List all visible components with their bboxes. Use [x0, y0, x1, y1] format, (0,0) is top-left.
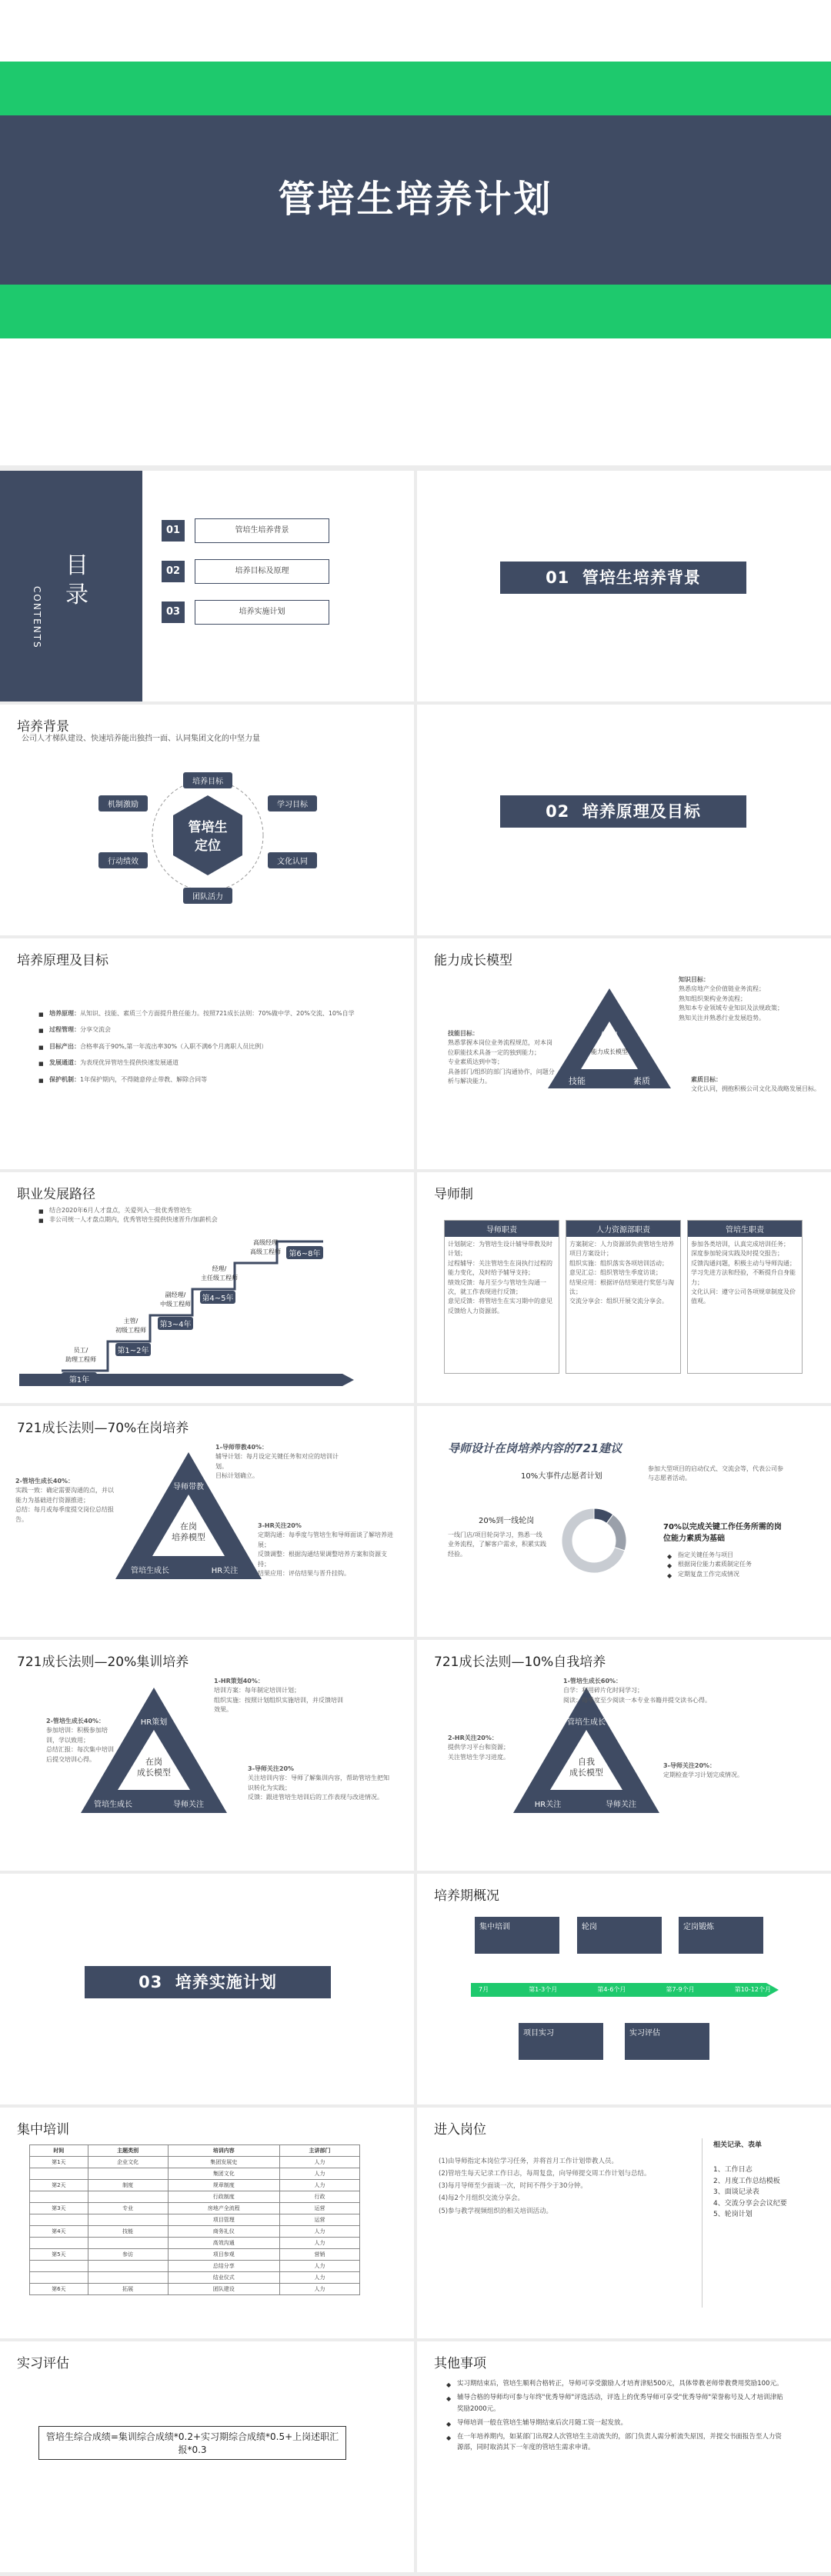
table-cell: [88, 2191, 168, 2203]
law10-corner-top: 管培生成长: [567, 1718, 606, 1727]
skill-goal: 技能目标： 熟悉掌握本岗位业务流程规范，对本岗位职能技术具备一定的独到能力； 专业素质达到中等； 具备部门/组织的部门沟通协作，问题分析与解决能力。: [448, 1030, 555, 1085]
node-culture: 文化认同: [268, 852, 317, 868]
law10-corner-right: 导师关注: [606, 1801, 636, 1809]
table-cell: 房地产全流程: [168, 2203, 280, 2214]
mentor-col-3-list: 参加各类培训，认真完成培训任务； 深度参加轮岗实践及时提交报告； 反馈沟通问题，积极主动与导师沟通； 学习先进方法和经验，不断提升自身能力； 文化认同：遵守公司各项规章制度及价值观。: [691, 1241, 796, 1305]
law70-corner-right: HR关注: [211, 1567, 239, 1575]
step-4-role: 经理/ 主任级工程师: [201, 1265, 238, 1282]
training-table: [29, 2144, 360, 2295]
principle-title: 培养原理及目标: [17, 953, 108, 968]
principle-item-4: ■ 发展通道：为表现优异管培生提供快速发展通道: [38, 1058, 392, 1068]
step-2-year: 第1~2年: [115, 1343, 151, 1356]
onboard-list: (1)由导师指定本岗位学习任务，并将首月工作计划带教人员。 (2)管培生每天记录工作日志，每周复盘，向导师提交周工作计划与总结。 (3)每月导师至少面谈一次，时间不得少于30分钟。 (4)每2个月组织交流分享会。 (5)参与教学视频组织的相关培训活动。: [439, 2158, 651, 2215]
node-training-goal: 培养目标: [183, 772, 232, 788]
step-1-year: 第1年: [62, 1372, 97, 1385]
others-item-3: ◆ 导师培训一般在管培生辅导期结束后次月随工资一起发放。: [446, 2418, 785, 2429]
table-cell: 人力: [280, 2226, 360, 2238]
table-cell: 规章制度: [168, 2180, 280, 2191]
table-cell: 制度: [88, 2180, 168, 2191]
career-slide: [0, 1172, 414, 1403]
law70-b: 2-管培生成长40%： 实践一致：确定需要沟通的点，并以能力为基础进行资源推进； 总结：每月或每季度提交岗位总结报告。: [15, 1478, 114, 1523]
table-cell: [88, 2261, 168, 2272]
table-cell: [88, 2168, 168, 2180]
law20-title: 721成长法则—20%集训培养: [17, 1655, 189, 1670]
toc-slide: [0, 471, 414, 701]
node-incentive: 机制激励: [98, 795, 148, 811]
table-row: [30, 2272, 360, 2284]
law20-center: 在岗 成长模型: [137, 1757, 171, 1778]
positioning-center: 管培生 定位: [188, 820, 228, 854]
mentor-col-1-list: 计划制定：为管培生设计辅导带教及时计划； 过程辅导：关注管培生在岗执行过程的能力变化，及时给予辅导支持； 绩效反馈：每月至少与管培生沟通一次，就工作表现进行反馈； 意见反馈：将管培生在实习期中的意见反馈给人力资源部。: [448, 1241, 552, 1315]
law70-corner-left: 管培生成长: [131, 1567, 169, 1575]
node-learning-goal: 学习目标: [268, 795, 317, 811]
mentor-col-2-head: 人力资源部职责: [566, 1221, 680, 1237]
section-03-slide: [0, 1874, 414, 2104]
timeline-labels: 7月 第1-3个月 第4-6个月 第7-9个月 第10-12个月: [479, 1986, 771, 1993]
table-row: [30, 2157, 360, 2168]
step-4-year: 第4~5年: [200, 1291, 235, 1304]
mentor-title: 导师制: [434, 1187, 473, 1202]
others-item-2: ◆ 辅导合格的导师均可参与年终"优秀导师"评选活动，评选上的优秀导师可享受"优秀导师"荣誉称号及人才培训津贴奖励2000元。: [446, 2392, 785, 2415]
table-cell: [88, 2238, 168, 2249]
law10-title: 721成长法则—10%自我培养: [434, 1655, 606, 1670]
table-cell: 人力: [280, 2261, 360, 2272]
step-5-year: 第6~8年: [286, 1246, 323, 1259]
law70-title: 721成长法则—70%在岗培养: [17, 1421, 189, 1436]
career-staircase: [0, 1172, 414, 1403]
section-03-label: 培养实施计划: [175, 1973, 277, 1991]
principle-item-2: ■ 过程管理：分享交流会: [38, 1025, 392, 1035]
table-cell: 参访: [88, 2249, 168, 2261]
mentor-col-3: [687, 1220, 803, 1374]
ability-center: 能力成长模型: [591, 1048, 628, 1055]
ring-label-20: 20%到一线轮岗: [479, 1517, 535, 1525]
table-cell: 人力: [280, 2180, 360, 2191]
node-team: 团队活力: [183, 888, 232, 904]
cover-top-band: [0, 62, 831, 115]
table-cell: 第4天: [30, 2226, 88, 2238]
law10-b: 2-HR关注20%： 提供学习平台和资源； 关注管培生学习进度。: [448, 1735, 509, 1761]
table-cell: 技能: [88, 2226, 168, 2238]
overview-slide: [417, 1874, 831, 2104]
cover-bottom-band: [0, 285, 831, 338]
table-cell: 项目管理: [168, 2214, 280, 2226]
law70-corner-top: 导师带教: [173, 1483, 204, 1491]
knowledge-goal: 知识目标： 熟悉房地产全价值链业务流程； 熟知组织架构业务流程； 熟知本专业领域专业知识及法规政策； 熟知关注并熟悉行业发展趋势。: [679, 976, 783, 1021]
career-note-1: ■ 结合2020年6月人才盘点，关爱列入一批优秀管培生: [38, 1206, 218, 1215]
toc-label-3: 培养实施计划: [195, 600, 329, 625]
section-03-banner: [85, 1966, 331, 1998]
law70-slide: [0, 1406, 414, 1637]
table-cell: 第2天: [30, 2180, 88, 2191]
table-cell: 团队建设: [168, 2284, 280, 2295]
toc-vertical-en: CONTENTS: [32, 586, 42, 649]
table-cell: 集团发展史: [168, 2157, 280, 2168]
section-03-num: 03: [138, 1973, 163, 1991]
mentor-col-1: [444, 1220, 559, 1374]
table-cell: 人力: [280, 2238, 360, 2249]
table-cell: 人力: [280, 2157, 360, 2168]
principle-item-5: ■ 保护机制：1年保护期内，不得随意停止带教、解除合同等: [38, 1075, 392, 1085]
toc-label-2: 培养目标及原理: [195, 559, 329, 584]
law10-c: 3-导师关注20%： 定期检查学习计划完成情况。: [663, 1762, 743, 1779]
table-cell: 项目参观: [168, 2249, 280, 2261]
table-cell: 运营: [280, 2214, 360, 2226]
toc-vertical-cn: [65, 552, 88, 610]
table-cell: [88, 2272, 168, 2284]
section-01-num: 01: [546, 568, 570, 587]
table-cell: [30, 2214, 88, 2226]
law20-corner-right: 导师关注: [173, 1801, 204, 1809]
table-cell: 人力: [280, 2168, 360, 2180]
mentor721-title: 导师设计在岗培养内容的721建议: [448, 1441, 622, 1455]
table-cell: 集团文化: [168, 2168, 280, 2180]
law20-corner-left: 管培生成长: [94, 1801, 132, 1809]
background-title: 培养背景: [17, 719, 69, 735]
evaluation-formula: 管培生综合成绩=集训综合成绩*0.2+实习期综合成绩*0.5+上岗述职汇报*0.3: [38, 2426, 346, 2460]
phase-rotation: 轮岗: [577, 1917, 662, 1954]
section-01-banner: [500, 562, 746, 594]
principle-slide: [0, 938, 414, 1169]
table-cell: [30, 2191, 88, 2203]
career-title: 职业发展路径: [17, 1187, 95, 1202]
principle-list: [38, 1009, 392, 1091]
law20-b: 2-管培生成长40%： 参加培训：积极参加培训，学以致用； 总结汇报：每次集中培训后提交培训心得。: [46, 1718, 114, 1763]
law20-c: 3-导师关注20% 关注培训内容：导师了解集训内容，帮助管培生把知识转化为实践； 反馈：跟进管培生培训后的工作表现与改进情况。: [248, 1765, 389, 1801]
table-cell: 营销: [280, 2249, 360, 2261]
step-2-role: 主管/ 初级工程师: [115, 1318, 146, 1335]
quality-goal: 素质目标： 文化认同，拥抱积极公司文化及战略发展目标。: [691, 1076, 820, 1093]
node-performance: 行动绩效: [98, 852, 148, 868]
onboard-slide: [417, 2108, 831, 2338]
mentor-col-1-head: 导师职责: [445, 1221, 559, 1237]
table-cell: 第3天: [30, 2203, 88, 2214]
section-01-slide: [417, 471, 831, 701]
others-title: 其他事项: [434, 2356, 486, 2371]
table-cell: 行政制度: [168, 2191, 280, 2203]
section-01-label: 管培生培养背景: [582, 568, 701, 587]
tri-quality: 素质: [633, 1076, 650, 1086]
table-cell: [88, 2214, 168, 2226]
table-cell: [30, 2272, 88, 2284]
table-cell: 企业文化: [88, 2157, 168, 2168]
tri-skill: 技能: [569, 1076, 586, 1086]
law20-slide: [0, 1640, 414, 1871]
training-slide: [0, 2108, 414, 2338]
table-row: [30, 2203, 360, 2214]
step-5-role: 高级经理 高级工程师: [250, 1239, 281, 1256]
onboard-divider: [702, 2138, 703, 2308]
table-cell: 专业: [88, 2203, 168, 2214]
training-title: 集中培训: [17, 2122, 69, 2138]
ring-note-top: 参加大型项目的启动仪式、交流会等，代表公司参与志愿者活动。: [648, 1465, 783, 1482]
phase-internship: 项目实习: [519, 2023, 603, 2060]
table-cell: 第5天: [30, 2249, 88, 2261]
background-subtitle: 公司人才梯队建设、快速培养能出独挡一面、认同集团文化的中坚力量: [22, 735, 260, 743]
toc-label-1: 管培生培养背景: [195, 518, 329, 543]
table-cell: 人力: [280, 2284, 360, 2295]
others-item-4: ◆ 在一年培养期内，如某部门出现2人次管培生主动流失的，部门负责人需分析流失原因，并提交书面报告至人力资源部，同时取消其下一年度的管培生需求申请。: [446, 2431, 785, 2454]
table-row: [30, 2180, 360, 2191]
ability-title: 能力成长模型: [434, 953, 512, 968]
law10-corner-left: HR关注: [534, 1801, 562, 1809]
toc-num-3: 03: [162, 602, 185, 623]
ring-label-70: 70%以完成关键工作任务所需的岗位能力素质为基础: [663, 1523, 782, 1543]
section-02-label: 培养原理及目标: [582, 802, 701, 821]
toc-num-2: 02: [162, 561, 185, 582]
principle-item-3: ■ 目标产出：合格率高于90%,第一年流出率30%（入职不满6个月离职人员比例）: [38, 1042, 392, 1051]
table-cell: 人力: [280, 2272, 360, 2284]
training-table-header: 时间 主题类别 培训内容 主讲部门: [30, 2145, 360, 2157]
law10-slide: [417, 1640, 831, 1871]
table-cell: 高效沟通: [168, 2238, 280, 2249]
table-row: [30, 2214, 360, 2226]
toc-cn-text: 目录: [65, 552, 88, 608]
ring-label-10: 10%大事件/志愿者计划: [521, 1472, 602, 1481]
onboard-side: 相关记录、表单 1、工作日志 2、月度工作总结模板 3、面谈记录表 4、交流分享会会议纪要 5、轮岗计划: [713, 2141, 787, 2218]
phase-assessment: 实习评估: [625, 2023, 709, 2060]
career-note-2: ■ 非公司统一人才盘点期内，优秀管培生提供快速晋升/加薪机会: [38, 1215, 218, 1225]
table-row: [30, 2284, 360, 2295]
section-02-num: 02: [546, 802, 570, 821]
law20-a: 1-HR策划40%： 培训方案：每年制定培训计划； 组织实施：按照计划组织实施培训，并反馈培训效果。: [214, 1678, 343, 1714]
table-cell: 总结分享: [168, 2261, 280, 2272]
law20-corner-top: HR策划: [140, 1718, 168, 1727]
table-cell: 行政: [280, 2191, 360, 2203]
mentor721-slide: [417, 1406, 831, 1637]
tri-knowledge: 知识: [601, 1031, 618, 1041]
table-row: [30, 2238, 360, 2249]
mentor-col-3-head: 管培生职责: [688, 1221, 802, 1237]
phase-fixed-post: 定岗锻炼: [679, 1917, 763, 1954]
table-row: [30, 2249, 360, 2261]
table-cell: 第1天: [30, 2157, 88, 2168]
background-slide: [0, 705, 414, 935]
table-cell: [30, 2261, 88, 2272]
others-list: [446, 2378, 785, 2456]
overview-title: 培养期概况: [434, 1888, 499, 1904]
step-3-role: 副经理/ 中级工程师: [160, 1291, 191, 1308]
others-slide: [417, 2341, 831, 2572]
table-row: [30, 2261, 360, 2272]
table-row: [30, 2191, 360, 2203]
table-cell: 结业仪式: [168, 2272, 280, 2284]
section-02-banner: [500, 795, 746, 828]
law10-a: 1-管培生成长60%： 自学：利用碎片化时间学习； 阅读：每季度至少阅读一本专业书籍并提交读书心得。: [563, 1678, 711, 1704]
mentor-col-2-list: 方案制定：人力资源部负责管培生培养项目方案设计； 组织实施：组织落实各项培训活动； 意见汇总：组织管培生季度访谈； 结果应用：根据评估结果进行奖惩与淘汰； 交流分享会：组织开展交流分享会。: [569, 1241, 674, 1305]
table-cell: 第6天: [30, 2284, 88, 2295]
ring-segment: [606, 1515, 626, 1551]
law70-center: 在岗 培养模型: [172, 1521, 205, 1542]
table-row: [30, 2168, 360, 2180]
ring-note-right: ◆ 指定关键任务与项目 ◆ 根据岗位能力素质制定任务 ◆ 定期复盘工作完成情况: [667, 1551, 798, 1579]
cover-title: 管培生培养计划: [278, 178, 553, 221]
others-item-1: ◆ 实习期结束后，管培生顺利合格转正，导师可享受激励人才培育津贴500元，具体带教老师带教费用奖励100元。: [446, 2378, 785, 2390]
toc-num-1: 01: [162, 520, 185, 542]
mentor-col-2: [566, 1220, 681, 1374]
mentor-slide: [417, 1172, 831, 1403]
table-cell: 运营: [280, 2203, 360, 2214]
law10-center: 自我 成长模型: [569, 1757, 603, 1778]
table-cell: [30, 2238, 88, 2249]
cover-slide: [0, 0, 831, 465]
table-cell: [30, 2168, 88, 2180]
evaluation-slide: [0, 2341, 414, 2572]
table-row: [30, 2226, 360, 2238]
law70-c: 3-HR关注20% 定期沟通：每季度与管培生和导师面谈了解培养进展； 反馈调整：根据沟通结果调整培养方案和资源支持； 结果应用：评估结果与晋升挂钩。: [258, 1522, 393, 1577]
step-1-role: 员工/ 助理工程师: [65, 1347, 96, 1364]
phase-concentrated: 集中培训: [475, 1917, 559, 1954]
step-3-year: 第3~4年: [158, 1317, 193, 1330]
ring-note-left: 一线门店/项目轮岗学习，熟悉一线业务流程，了解客户需求，积累实践经验。: [448, 1531, 546, 1558]
table-cell: 商务礼仪: [168, 2226, 280, 2238]
table-cell: 拓展: [88, 2284, 168, 2295]
section-02-slide: [417, 705, 831, 935]
ability-slide: [417, 938, 831, 1169]
principle-item-1: ■ 培养原理：从知识、技能、素质三个方面提升胜任能力。按照721成长法则：70%做中学、20%交流、10%自学: [38, 1009, 392, 1018]
law70-a: 1-导师带教40%： 辅导计划：每月设定关键任务和对应的培训计划。 目标计划确立。: [215, 1444, 339, 1480]
evaluation-title: 实习评估: [17, 2356, 69, 2371]
onboard-title: 进入岗位: [434, 2122, 486, 2138]
